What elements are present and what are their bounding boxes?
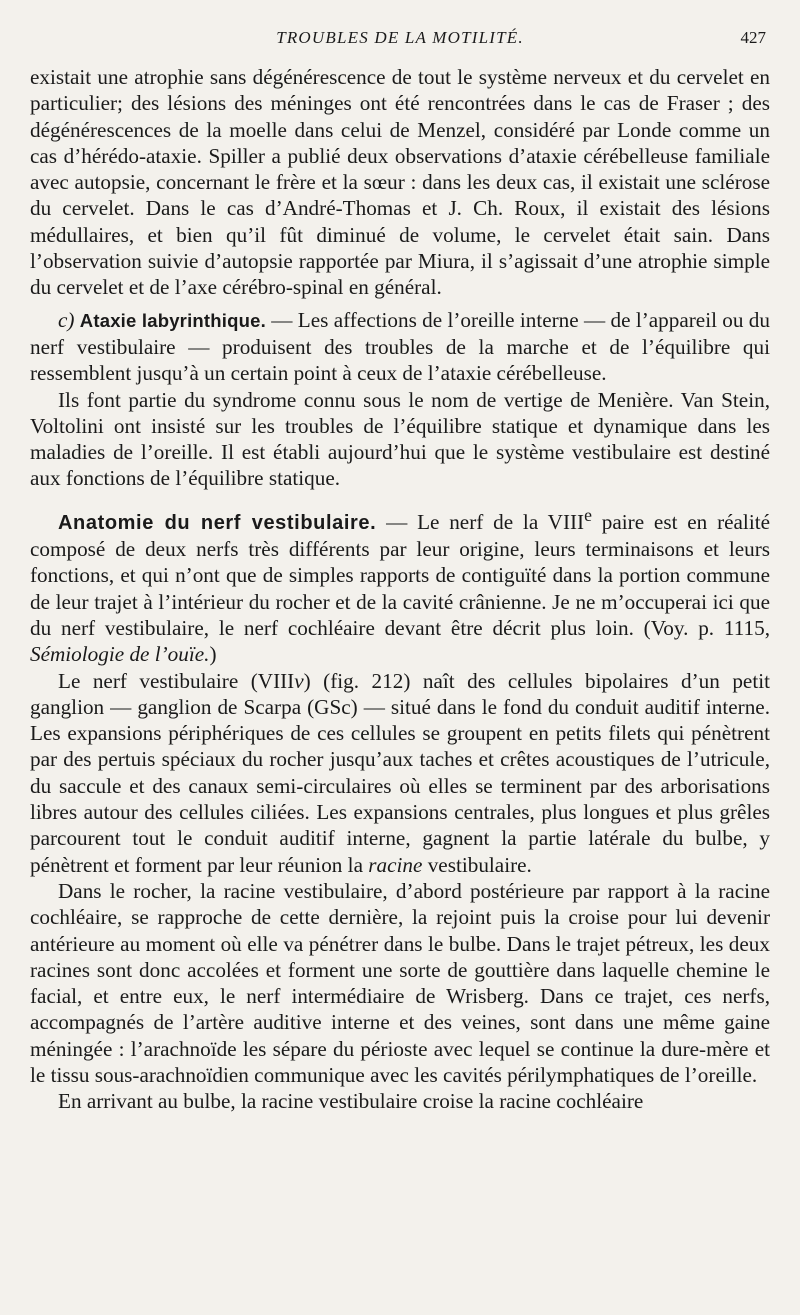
paragraph-meniere-syndrome — [30, 387, 770, 492]
paragraph-bulb-crossing — [30, 1088, 770, 1114]
running-title: TROUBLES DE LA MOTILITÉ. — [276, 28, 524, 47]
paragraph-text: — Les affections de l’oreille interne — de l’appareil ou du nerf vestibulaire — produisent des troubles de la marche et de l’équilibre qui ressemblent jusqu’à un certain point à ceux de l’ataxie cérébelleuse. — [30, 307, 770, 386]
paragraph-text-continued: ) (fig. 212) naît des cellules bipolaires d’un petit ganglion — ganglion de Scarpa (GSc) — situé dans le fond du conduit auditif interne. Les expansions périphériques de ces cellules se groupent en petits filets qui pénètrent par des pertuis spéciaux du rocher jusqu’aux taches et crêtes acoustiques de l’utricule, du saccule et des canaux semi-circulaires où elles se terminent par des arborisations libres autour des cellules ciliées. Les expansions centrales, plus longues et plus grêles parcourent tout le conduit auditif interne, gagnent la partie latérale du bulbe, y pénètrent et forment par leur réunion la — [30, 668, 770, 877]
paragraph-hereditary-ataxia-autopsies — [30, 64, 770, 301]
paragraph-text: En arrivant au bulbe, la racine vestibulaire croise la racine cochléaire — [58, 1089, 644, 1114]
paragraph-text-continued: paire est en réalité composé de deux nerfs très différents par leur origine, leurs terminaisons et leurs fonctions, et qui n’ont que de simples rapports de contiguïté dans la portion commune de leur trajet à l’intérieur du rocher et de la cavité crânienne. Je ne m’occuperai ici que du nerf vestibulaire, le nerf cochléaire devant être décrit plus loin. (Voy. p. 1115, — [30, 509, 770, 640]
paragraph-text: Le nerf vestibulaire (VIII — [58, 668, 295, 693]
subsection-label: c) — [58, 307, 80, 332]
ordinal-superscript: e — [584, 504, 592, 525]
italic-term: racine — [368, 852, 423, 877]
paragraph-text: — Le nerf de la VIII — [376, 509, 585, 534]
page-number: 427 — [740, 28, 766, 47]
paragraph-text: Ils font partie du syndrome connu sous le nom de vertige de Menière. Van Stein, Voltolini ont insisté sur les troubles de l’équilibre statique et dynamique dans les maladies de l’oreille. Il est établi aujourd’hui que le système vestibulaire est destiné aux fonctions de l’équilibre statique. — [30, 387, 770, 491]
paragraph-text: existait une atrophie sans dégénérescence de tout le système nerveux et du cervelet en particulier; des lésions des méninges ont été rencontrées dans le cas de Fraser ; des dégénérescences de la moelle dans celui de Menzel, considéré par Londe comme un cas d’hérédo-ataxie. Spiller a publié deux observations d’ataxie cérébelleuse familiale avec autopsie, concernant le frère et la sœur : dans les deux cas, il existait une sclérose du cervelet. Dans le cas d’André-Thomas et J. Ch. Roux, il existait des lésions médullaires, et bien qu’il fût diminué de volume, le cervelet était sain. Dans l’observation suivie d’autopsie rapportée par Miura, il s’agissait d’une atrophie simple du cervelet et de l’axe cérébro-spinal en général. — [30, 65, 770, 300]
paragraph-vestibular-nerve-origin — [30, 668, 770, 878]
body-text — [30, 64, 770, 1115]
subsection-heading: Ataxie labyrinthique. — [79, 309, 266, 331]
cross-reference-title: Sémiologie de l’ouïe. — [30, 642, 210, 667]
paragraph-labyrinthine-ataxia — [30, 307, 770, 387]
paragraph-petrous-course — [30, 878, 770, 1088]
paragraph-text: Dans le rocher, la racine vestibulaire, d’abord postérieure par rapport à la racine cochléaire, se rapproche de cette dernière, la rejoint puis la croise pour lui devenir antérieure au moment où elle va pénétrer dans le bulbe. Dans le trajet pétreux, les deux racines sont donc accolées et forment une sorte de gouttière dans laquelle chemine le facial, et entre eux, le nerf intermédiaire de Wrisberg. Dans ce trajet, ces nerfs, accompagnés de l’artère auditive interne et des veines, sont dans une même gaine méningée : l’arachnoïde les sépare du périoste avec lequel se continue la dure-mère et le tissu sous-arachnoïdien communique avec les cavités périlymphatiques de l’oreille. — [30, 878, 770, 1088]
section-heading: Anatomie du nerf vestibulaire. — [58, 511, 377, 534]
closing-paren: ) — [209, 642, 217, 667]
running-head — [30, 28, 770, 54]
paragraph-vestibular-anatomy — [30, 502, 770, 668]
paragraph-text-end: vestibulaire. — [422, 852, 532, 877]
italic-symbol: v — [294, 668, 304, 693]
